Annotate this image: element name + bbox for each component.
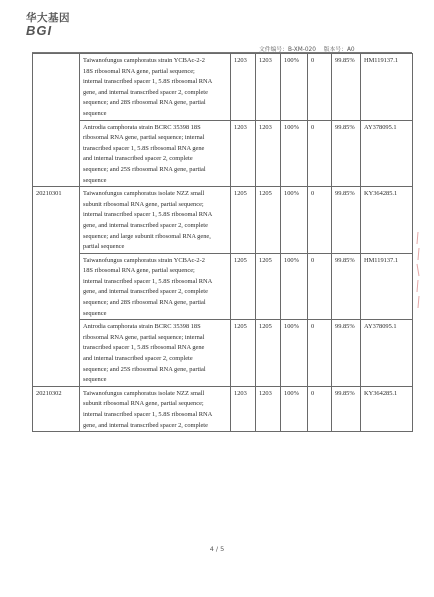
document-number: 文件编号：B-XM-020 (259, 47, 316, 53)
description-line: Taiwanofungus camphoratus strain YCBAc-2-2 (83, 256, 205, 264)
description-line: subunit ribosomal RNA gene, partial sequence; (83, 400, 204, 408)
description-line: sequence; and 28S ribosomal RNA gene, partial (83, 299, 206, 307)
description-line: partial sequence (83, 243, 125, 251)
table-row (33, 54, 413, 121)
identity-cell: 99.85% (332, 386, 361, 431)
handwritten-mark (414, 230, 422, 310)
identity-cell: 99.85% (332, 54, 361, 121)
total-score-cell: 1203 (256, 120, 281, 187)
max-score-cell: 1203 (231, 54, 256, 121)
description-cell (80, 320, 231, 387)
query-cover-cell: 100% (281, 187, 308, 254)
identity-cell: 99.85% (332, 253, 361, 320)
description-line: subunit ribosomal RNA gene, partial sequence; (83, 200, 204, 208)
table-row (33, 320, 413, 387)
total-score-cell: 1205 (256, 320, 281, 387)
e-value-cell: 0 (308, 120, 332, 187)
description-cell (80, 120, 231, 187)
query-cover-cell: 100% (281, 54, 308, 121)
description-line: Taiwanofungus camphoratus strain YCBAc-2-2 (83, 57, 205, 64)
table-row (33, 187, 413, 254)
description-line: internal transcribed spacer 1, 5.8S ribosomal RNA (83, 411, 213, 418)
e-value-cell: 0 (308, 253, 332, 320)
description-cell (80, 187, 231, 254)
description-line: gene, and internal transcribed spacer 2, complete (83, 221, 208, 229)
e-value-cell: 0 (308, 54, 332, 121)
table-row (33, 120, 413, 187)
description-line: gene, and internal transcribed spacer 2, complete (83, 88, 208, 96)
description-line: sequence; and large subunit ribosomal RNA gene, (83, 232, 211, 240)
query-cover-cell: 100% (281, 253, 308, 320)
description-cell (80, 54, 231, 121)
bgi-logo (26, 12, 70, 42)
description-line: Antrodia camphorata strain BCRC 35398 18S (83, 323, 201, 331)
accession-cell: HM119137.1 (361, 253, 413, 320)
accession-cell: KY364285.1 (361, 386, 413, 431)
description-line: sequence (83, 376, 107, 384)
sample-id-cell (33, 54, 80, 187)
description-line: Taiwanofungus camphoratus isolate NZZ small (83, 190, 205, 198)
description-line: sequence; and 28S ribosomal RNA gene, partial (83, 99, 206, 107)
table-row (33, 386, 413, 431)
e-value-cell: 0 (308, 320, 332, 387)
logo-english-text: BGI (26, 23, 53, 38)
blast-results-table (32, 53, 413, 432)
description-line: internal transcribed spacer 1, 5.8S ribosomal RNA (83, 211, 213, 219)
sample-id-cell: 20210301 (33, 187, 80, 387)
description-line: sequence (83, 109, 107, 117)
description-line: ribosomal RNA gene, partial sequence; internal (83, 134, 205, 142)
accession-cell: AY378095.1 (361, 320, 413, 387)
description-cell (80, 253, 231, 320)
description-line: sequence (83, 176, 107, 184)
max-score-cell: 1205 (231, 187, 256, 254)
description-cell (80, 386, 231, 431)
description-line: and internal transcribed spacer 2, complete (83, 355, 193, 363)
description-line: and internal transcribed spacer 2, complete (83, 155, 193, 163)
total-score-cell: 1205 (256, 253, 281, 320)
page-number: 4 / 5 (209, 545, 225, 553)
query-cover-cell: 100% (281, 320, 308, 387)
total-score-cell: 1203 (256, 386, 281, 431)
max-score-cell: 1205 (231, 253, 256, 320)
description-line: internal transcribed spacer 1, 5.8S ribosomal RNA (83, 277, 213, 285)
description-line: transcribed spacer 1, 5.8S ribosomal RNA gene (83, 344, 205, 352)
description-line: internal transcribed spacer 1, 5.8S ribosomal RNA (83, 78, 213, 86)
sample-id-cell: 20210302 (33, 386, 80, 431)
query-cover-cell: 100% (281, 120, 308, 187)
description-line: gene, and internal transcribed spacer 2, complete (83, 421, 208, 429)
document-version: 版本号：A0 (323, 47, 355, 53)
description-line: transcribed spacer 1, 5.8S ribosomal RNA gene (83, 144, 205, 152)
description-line: 18S ribosomal RNA gene, partial sequence; (83, 67, 195, 75)
accession-cell: HM119137.1 (361, 54, 413, 121)
identity-cell: 99.85% (332, 120, 361, 187)
e-value-cell: 0 (308, 386, 332, 431)
description-line: sequence; and 25S ribosomal RNA gene, partial (83, 165, 206, 173)
max-score-cell: 1205 (231, 320, 256, 387)
description-line: sequence; and 25S ribosomal RNA gene, partial (83, 365, 206, 373)
logo-chinese-text: 华大基因 (26, 12, 70, 24)
identity-cell: 99.85% (332, 320, 361, 387)
max-score-cell: 1203 (231, 120, 256, 187)
max-score-cell: 1203 (231, 386, 256, 431)
table-row (33, 253, 413, 320)
total-score-cell: 1205 (256, 187, 281, 254)
description-line: 18S ribosomal RNA gene, partial sequence; (83, 267, 195, 275)
identity-cell: 99.85% (332, 187, 361, 254)
description-line: ribosomal RNA gene, partial sequence; internal (83, 333, 205, 341)
total-score-cell: 1203 (256, 54, 281, 121)
description-line: gene, and internal transcribed spacer 2, complete (83, 288, 208, 296)
e-value-cell: 0 (308, 187, 332, 254)
description-line: Taiwanofungus camphoratus isolate NZZ small (83, 389, 205, 397)
query-cover-cell: 100% (281, 386, 308, 431)
description-line: sequence (83, 309, 107, 317)
accession-cell: KY364285.1 (361, 187, 413, 254)
accession-cell: AY378095.1 (361, 120, 413, 187)
description-line: Antrodia camphorata strain BCRC 35398 18S (83, 123, 201, 131)
